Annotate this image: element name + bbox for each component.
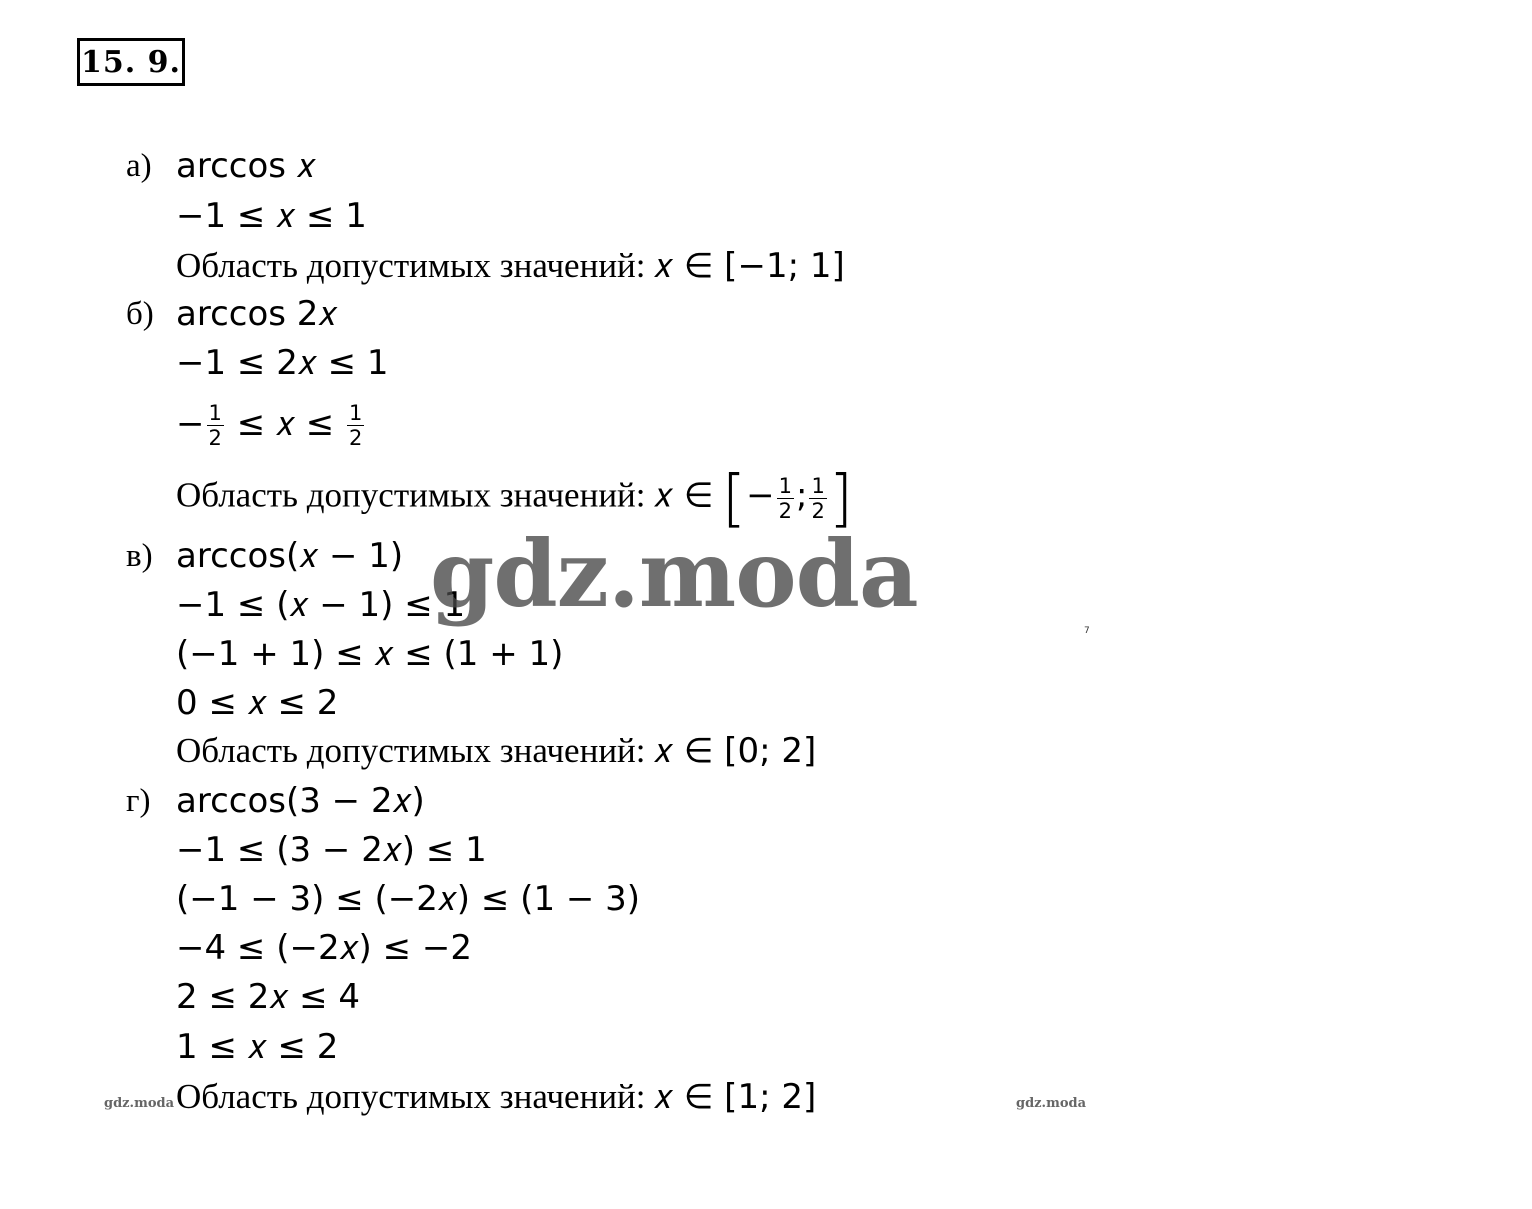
- right-bracket: ]: [828, 461, 854, 535]
- part-v-step1: −1 ≤ (𝑥 − 1) ≤ 1: [176, 585, 466, 625]
- part-b-inequality: −1 ≤ 2𝑥 ≤ 1: [176, 343, 389, 383]
- odz-label: Область допустимых значений:: [176, 1077, 646, 1116]
- part-v-answer: 𝑥 ∈ [0; 2]: [654, 731, 817, 771]
- part-b-expression: arccos 2𝑥: [176, 294, 338, 334]
- fraction: [347, 401, 364, 450]
- problem-number: 15. 9.: [77, 38, 185, 86]
- minus-sign: −: [176, 404, 205, 444]
- fraction: [207, 401, 224, 450]
- fraction: [809, 474, 826, 523]
- fraction-numerator: 1: [208, 401, 222, 425]
- part-v-expression: arccos(𝑥 − 1): [176, 536, 404, 576]
- left-bracket: [: [721, 461, 747, 535]
- part-v-odz: [176, 731, 816, 772]
- separator: ;: [795, 475, 808, 516]
- part-g-label: г): [126, 783, 151, 819]
- part-a-answer: 𝑥 ∈ [−1; 1]: [654, 246, 845, 286]
- fraction-numerator: 1: [349, 401, 363, 425]
- watermark-small-right: gdz.moda: [1016, 1096, 1087, 1111]
- part-v-label: в): [126, 538, 153, 574]
- part-b-label: б): [126, 296, 154, 332]
- fraction-denominator: 2: [208, 426, 222, 450]
- part-b-fraction-inequality: [176, 401, 366, 450]
- part-g-answer: 𝑥 ∈ [1; 2]: [654, 1077, 817, 1117]
- odz-label: Область допустимых значений:: [176, 731, 646, 770]
- odz-label: Область допустимых значений:: [176, 246, 646, 285]
- part-v-step3: 0 ≤ 𝑥 ≤ 2: [176, 683, 339, 723]
- watermark-main: gdz.moda: [430, 520, 918, 628]
- part-g-step2: (−1 − 3) ≤ (−2𝑥) ≤ (1 − 3): [176, 879, 641, 919]
- fraction-denominator: 2: [778, 499, 792, 523]
- part-g-step3: −4 ≤ (−2𝑥) ≤ −2: [176, 928, 473, 968]
- watermark-small-left: gdz.moda: [104, 1096, 175, 1111]
- part-g-step4: 2 ≤ 2𝑥 ≤ 4: [176, 977, 361, 1017]
- minus-sign: −: [746, 475, 775, 516]
- fraction: [777, 474, 794, 523]
- part-g-step1: −1 ≤ (3 − 2𝑥) ≤ 1: [176, 830, 487, 870]
- part-g-expression: arccos(3 − 2𝑥): [176, 781, 425, 821]
- part-b-odz: [176, 461, 854, 535]
- part-v-step2: (−1 + 1) ≤ 𝑥 ≤ (1 + 1): [176, 634, 564, 674]
- part-a-label: а): [126, 148, 152, 184]
- part-b-answer-prefix: 𝑥 ∈: [654, 475, 714, 516]
- part-a-inequality: −1 ≤ 𝑥 ≤ 1: [176, 196, 367, 236]
- odz-label: Область допустимых значений:: [176, 475, 646, 515]
- fraction-denominator: 2: [349, 426, 363, 450]
- part-a-expression: arccos 𝑥: [176, 146, 316, 186]
- part-g-step5: 1 ≤ 𝑥 ≤ 2: [176, 1027, 339, 1067]
- fraction-denominator: 2: [811, 499, 825, 523]
- stray-mark: 7: [1084, 626, 1090, 636]
- part-a-odz: [176, 246, 845, 287]
- fraction-numerator: 1: [778, 474, 792, 498]
- inequality-middle: ≤ 𝑥 ≤: [236, 404, 335, 444]
- part-g-odz: [176, 1077, 816, 1118]
- fraction-numerator: 1: [811, 474, 825, 498]
